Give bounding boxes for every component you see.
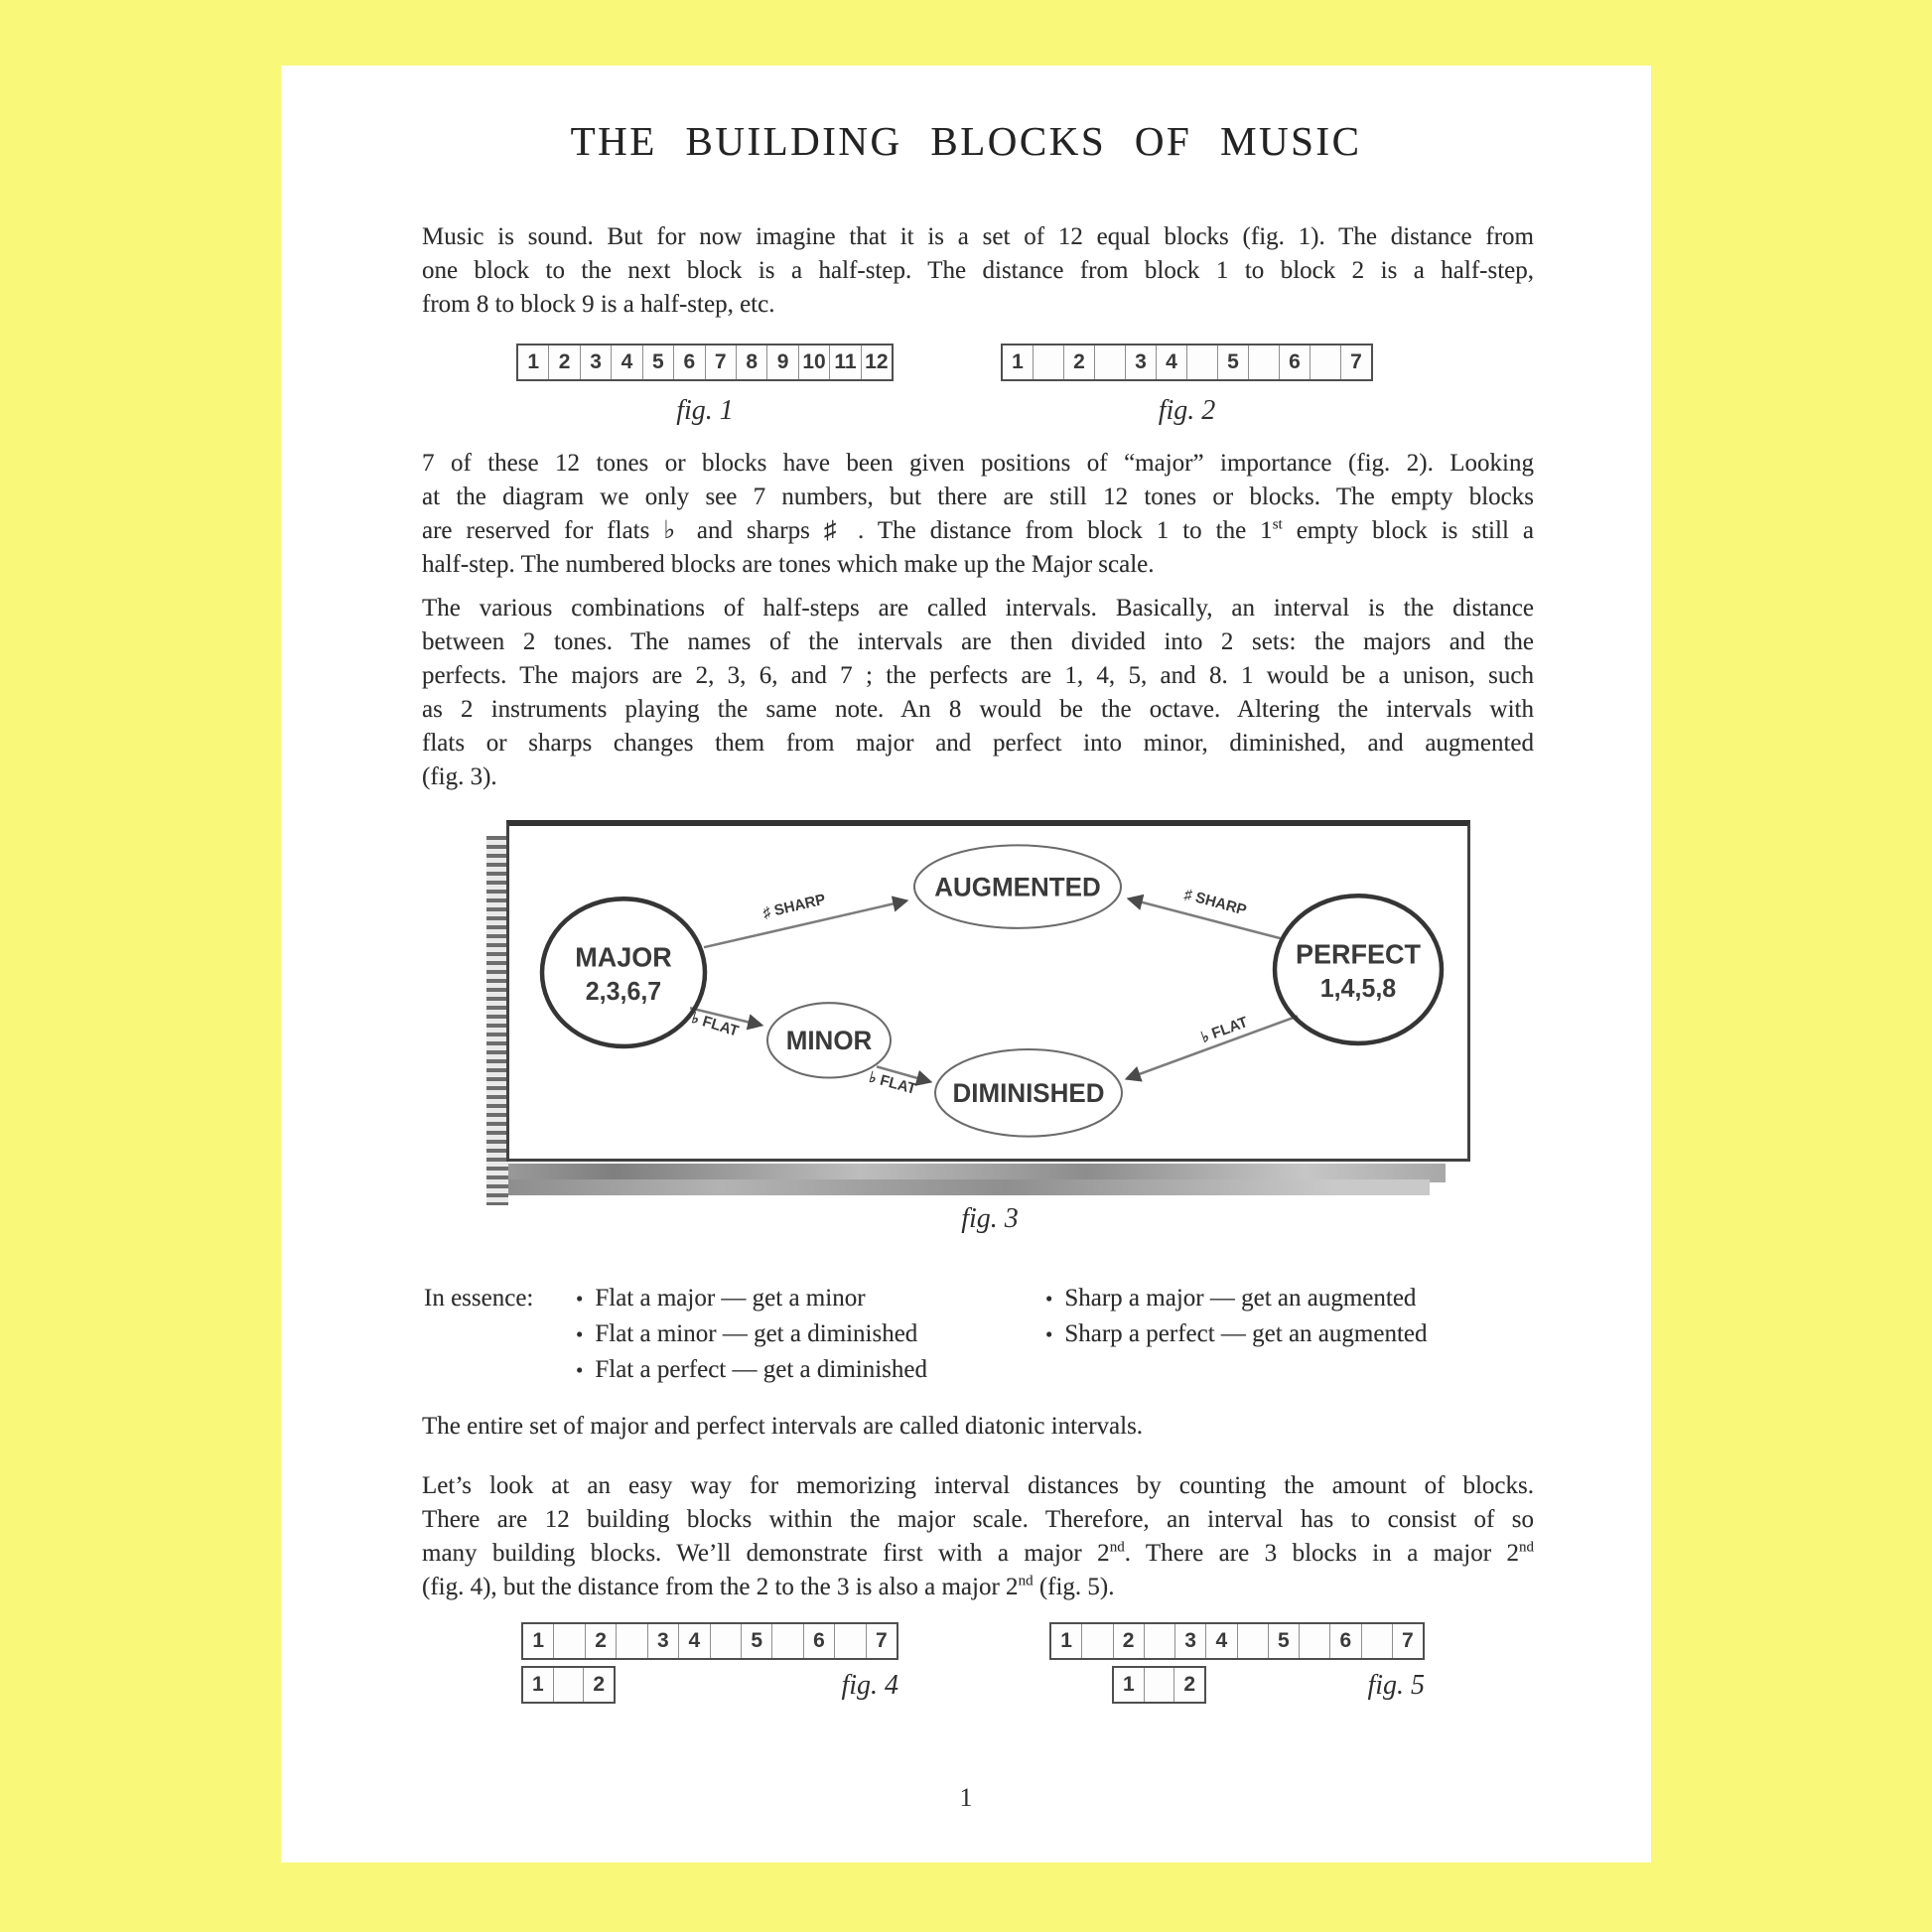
flat-label: ♭ FLAT bbox=[689, 1009, 741, 1040]
block-cell: 2 bbox=[549, 345, 580, 379]
block-cell bbox=[1145, 1668, 1175, 1702]
figure-1-blocks bbox=[516, 344, 894, 381]
bullet-item: • Flat a minor — get a diminished bbox=[576, 1320, 918, 1347]
diminished-node-label: DIMINISHED bbox=[952, 1077, 1105, 1109]
block-cell bbox=[835, 1624, 866, 1658]
block-cell bbox=[1187, 345, 1218, 379]
block-cell bbox=[1034, 345, 1064, 379]
block-cell bbox=[1300, 1624, 1330, 1658]
block-cell: 3 bbox=[1126, 345, 1157, 379]
block-cell: 4 bbox=[1206, 1624, 1237, 1658]
bullet-item: • Flat a major — get a minor bbox=[576, 1285, 866, 1311]
book-page bbox=[281, 66, 1651, 1863]
block-cell: 2 bbox=[1183, 1673, 1196, 1696]
spiral-binding bbox=[486, 836, 508, 1205]
text-line: are reserved for flats ♭ and sharps ♯ . The distance from block 1 to the 1st empty block is still a bbox=[422, 516, 1534, 544]
card-shadow bbox=[486, 1179, 1430, 1195]
block-cell: 7 bbox=[1402, 1629, 1414, 1652]
block-cell: 7 bbox=[706, 345, 737, 379]
in-essence-label: In essence: bbox=[424, 1285, 534, 1311]
paragraph-intervals bbox=[422, 592, 1534, 794]
block-cell: 2 bbox=[586, 1624, 617, 1658]
block-cell: 5 bbox=[1269, 1624, 1300, 1658]
block-cell: 11 bbox=[830, 345, 861, 379]
text-line: 7 of these 12 tones or blocks have been given positions of “major” importance (fig. 2). Looking bbox=[422, 450, 1534, 477]
bullet-icon: • bbox=[1045, 1287, 1053, 1311]
block-cell bbox=[1249, 345, 1280, 379]
figure-4 bbox=[521, 1622, 898, 1704]
block-cell: 5 bbox=[1218, 345, 1249, 379]
figure-1 bbox=[516, 344, 894, 427]
minor-node-label: MINOR bbox=[785, 1025, 873, 1056]
bullet-icon: • bbox=[576, 1322, 584, 1346]
figure-4-caption: fig. 4 bbox=[841, 1670, 898, 1701]
block-cell: 3 bbox=[1175, 1624, 1206, 1658]
block-cell bbox=[1082, 1624, 1113, 1658]
figure-row-2 bbox=[281, 1622, 1651, 1704]
text-line: many building blocks. We’ll demonstrate first with a major 2nd. There are 3 blocks in a major 2nd bbox=[422, 1539, 1534, 1567]
text-line: between 2 tones. The names of the intervals are then divided into 2 sets: the majors and the bbox=[422, 628, 1534, 655]
flat-label: ♭ FLAT bbox=[867, 1068, 918, 1099]
text-line: (fig. 4), but the distance from the 2 to the 3 is also a major 2nd (fig. 5). bbox=[422, 1573, 1115, 1600]
block-cell bbox=[554, 1668, 585, 1702]
block-cell: 4 bbox=[1157, 345, 1187, 379]
figure-2 bbox=[1001, 344, 1373, 427]
figure-3 bbox=[506, 820, 1473, 1197]
page-number: 1 bbox=[959, 1783, 973, 1812]
block-cell: 6 bbox=[674, 345, 705, 379]
flat-label: ♭ FLAT bbox=[1198, 1014, 1251, 1046]
block-cell: 1 bbox=[518, 345, 549, 379]
block-cell: 3 bbox=[581, 345, 612, 379]
interval-diagram bbox=[509, 826, 1467, 1159]
perfect-node-label: PERFECT bbox=[1296, 938, 1421, 970]
figure-2-caption: fig. 2 bbox=[1158, 395, 1216, 426]
block-cell bbox=[1238, 1624, 1269, 1658]
figure-5-caption: fig. 5 bbox=[1367, 1670, 1425, 1701]
block-cell: 2 bbox=[593, 1673, 606, 1696]
block-cell: 12 bbox=[865, 350, 889, 373]
block-cell: 2 bbox=[1064, 345, 1095, 379]
text-line: The various combinations of half-steps are called intervals. Basically, an interval is the distance bbox=[422, 595, 1534, 621]
figure-3-card bbox=[506, 820, 1470, 1162]
augmented-node-label: AUGMENTED bbox=[934, 872, 1101, 902]
block-cell bbox=[1362, 1624, 1393, 1658]
in-essence-list bbox=[424, 1281, 1566, 1388]
block-cell: 1 bbox=[1051, 1624, 1082, 1658]
text-line: Let’s look at an easy way for memorizing interval distances by counting the amount of blocks. bbox=[422, 1472, 1534, 1499]
bullet-item: • Flat a perfect — get a diminished bbox=[576, 1356, 927, 1383]
block-cell: 4 bbox=[679, 1624, 710, 1658]
superscript: nd bbox=[1018, 1573, 1034, 1589]
block-cell: 1 bbox=[523, 1624, 554, 1658]
block-cell: 10 bbox=[799, 345, 830, 379]
block-cell: 1 bbox=[1114, 1668, 1145, 1702]
figure-5-interval-blocks bbox=[1112, 1666, 1206, 1704]
block-cell: 7 bbox=[876, 1629, 888, 1652]
block-cell: 8 bbox=[737, 345, 767, 379]
block-cell: 9 bbox=[767, 345, 798, 379]
figure-1-caption: fig. 1 bbox=[676, 395, 734, 426]
major-node-numbers: 2,3,6,7 bbox=[585, 977, 662, 1007]
superscript: nd bbox=[1109, 1539, 1125, 1556]
block-cell: 6 bbox=[1330, 1624, 1361, 1658]
major-node-label: MAJOR bbox=[575, 941, 672, 973]
paragraph-intro bbox=[422, 220, 1534, 322]
figure-4-blocks bbox=[521, 1622, 898, 1660]
text-line: There are 12 building blocks within the major scale. Therefore, an interval has to consist of so bbox=[422, 1506, 1534, 1533]
figure-4-interval-blocks bbox=[521, 1666, 616, 1704]
block-cell: 5 bbox=[643, 345, 674, 379]
superscript: nd bbox=[1519, 1539, 1534, 1556]
block-cell: 1 bbox=[1003, 345, 1034, 379]
block-cell bbox=[1311, 345, 1341, 379]
sharp-label: ♯ SHARP bbox=[1182, 886, 1249, 919]
block-cell: 6 bbox=[1280, 345, 1311, 379]
page-title: THE BUILDING BLOCKS OF MUSIC bbox=[570, 118, 1362, 164]
perfect-node bbox=[1275, 896, 1442, 1043]
text-line: at the diagram we only see 7 numbers, but there are still 12 tones or blocks. The empty blocks bbox=[422, 483, 1534, 510]
block-cell bbox=[617, 1624, 647, 1658]
figure-3-caption: fig. 3 bbox=[961, 1203, 1019, 1234]
text-line: as 2 instruments playing the same note. An 8 would be the octave. Altering the intervals with bbox=[422, 696, 1534, 723]
block-cell: 5 bbox=[742, 1624, 772, 1658]
block-cell bbox=[554, 1624, 585, 1658]
block-cell: 6 bbox=[804, 1624, 835, 1658]
text-line: (fig. 3). bbox=[422, 763, 497, 790]
paragraph-memorizing bbox=[422, 1469, 1534, 1604]
perfect-node-numbers: 1,4,5,8 bbox=[1319, 974, 1397, 1004]
figure-5-blocks bbox=[1049, 1622, 1425, 1660]
bullet-item: • Sharp a major — get an augmented bbox=[1045, 1285, 1417, 1311]
text-line: flats or sharps changes them from major and perfect into minor, diminished, and augmented bbox=[422, 730, 1534, 757]
figure-5 bbox=[1049, 1622, 1425, 1704]
block-cell: 7 bbox=[1350, 350, 1362, 373]
text-line: The entire set of major and perfect intervals are called diatonic intervals. bbox=[422, 1413, 1144, 1440]
text-line: Music is sound. But for now imagine that it is a set of 12 equal blocks (fig. 1). The distance from bbox=[422, 223, 1534, 250]
block-cell: 3 bbox=[648, 1624, 679, 1658]
block-cell bbox=[711, 1624, 742, 1658]
bullet-item: • Sharp a perfect — get an augmented bbox=[1045, 1320, 1428, 1347]
block-cell: 1 bbox=[523, 1668, 554, 1702]
text-line: one block to the next block is a half-step. The distance from block 1 to block 2 is a half-step, bbox=[422, 257, 1534, 284]
text-line: half-step. The numbered blocks are tones which make up the Major scale. bbox=[422, 551, 1155, 578]
major-node bbox=[542, 898, 705, 1046]
sharp-label: ♯ SHARP bbox=[760, 891, 828, 922]
text-line: from 8 to block 9 is a half-step, etc. bbox=[422, 291, 775, 318]
figure-row-1 bbox=[281, 344, 1651, 427]
block-cell bbox=[1145, 1624, 1175, 1658]
text-line: perfects. The majors are 2, 3, 6, and 7 ; the perfects are 1, 4, 5, and 8. 1 would be a unison, such bbox=[422, 662, 1534, 689]
paragraph-diatonic bbox=[422, 1410, 1534, 1444]
block-cell: 4 bbox=[612, 345, 642, 379]
bullet-icon: • bbox=[576, 1358, 584, 1382]
block-cell bbox=[772, 1624, 803, 1658]
essence-right-column bbox=[1045, 1281, 1427, 1352]
block-cell: 2 bbox=[1114, 1624, 1145, 1658]
figure-2-blocks bbox=[1001, 344, 1373, 381]
superscript: st bbox=[1272, 516, 1283, 533]
bullet-icon: • bbox=[1045, 1322, 1053, 1346]
paragraph-major-importance bbox=[422, 447, 1534, 582]
bullet-icon: • bbox=[576, 1287, 584, 1311]
block-cell bbox=[1095, 345, 1126, 379]
